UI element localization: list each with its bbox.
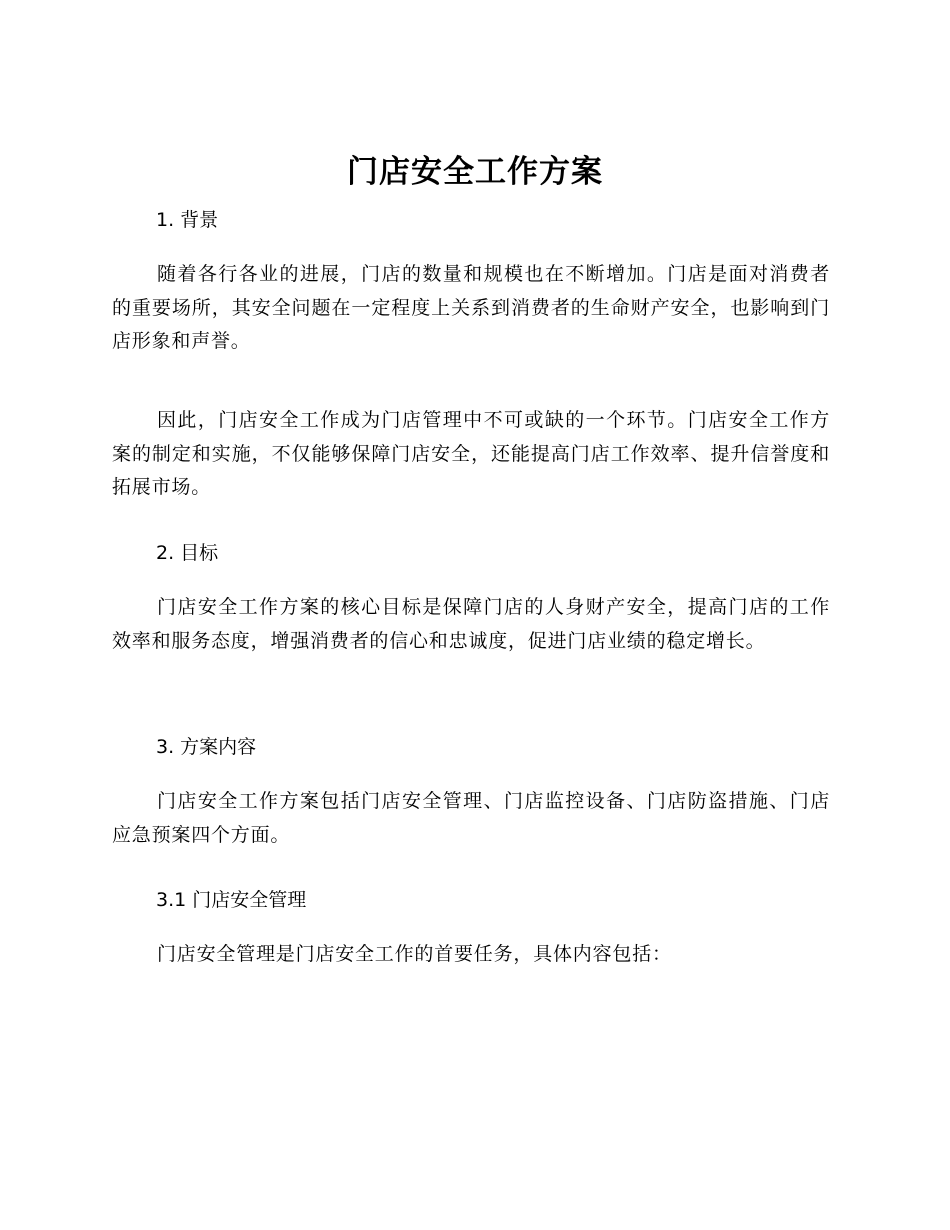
section-heading-goal: 2. 目标 (156, 542, 219, 564)
section-heading-safety-management: 3.1 门店安全管理 (156, 889, 307, 911)
paragraph-content: 门店安全工作方案包括门店安全管理、门店监控设备、门店防盗措施、门店应急预案四个方面。 (112, 790, 830, 846)
document-title: 门店安全工作方案 (347, 154, 603, 190)
section-heading-background: 1. 背景 (156, 209, 219, 231)
paragraph-safety-management: 门店安全管理是门店安全工作的首要任务，具体内容包括： (157, 943, 672, 965)
paragraph-background-2: 因此，门店安全工作成为门店管理中不可或缺的一个环节。门店安全工作方案的制定和实施，不仅能够保障门店安全，还能提高门店工作效率、提升信誉度和拓展市场。 (112, 409, 830, 498)
paragraph-goal: 门店安全工作方案的核心目标是保障门店的人身财产安全，提高门店的工作效率和服务态度，增强消费者的信心和忠诚度，促进门店业绩的稳定增长。 (112, 596, 830, 652)
section-heading-content: 3. 方案内容 (156, 736, 257, 758)
paragraph-background-1: 随着各行各业的进展，门店的数量和规模也在不断增加。门店是面对消费者的重要场所，其安全问题在一定程度上关系到消费者的生命财产安全，也影响到门店形象和声誉。 (112, 263, 830, 352)
